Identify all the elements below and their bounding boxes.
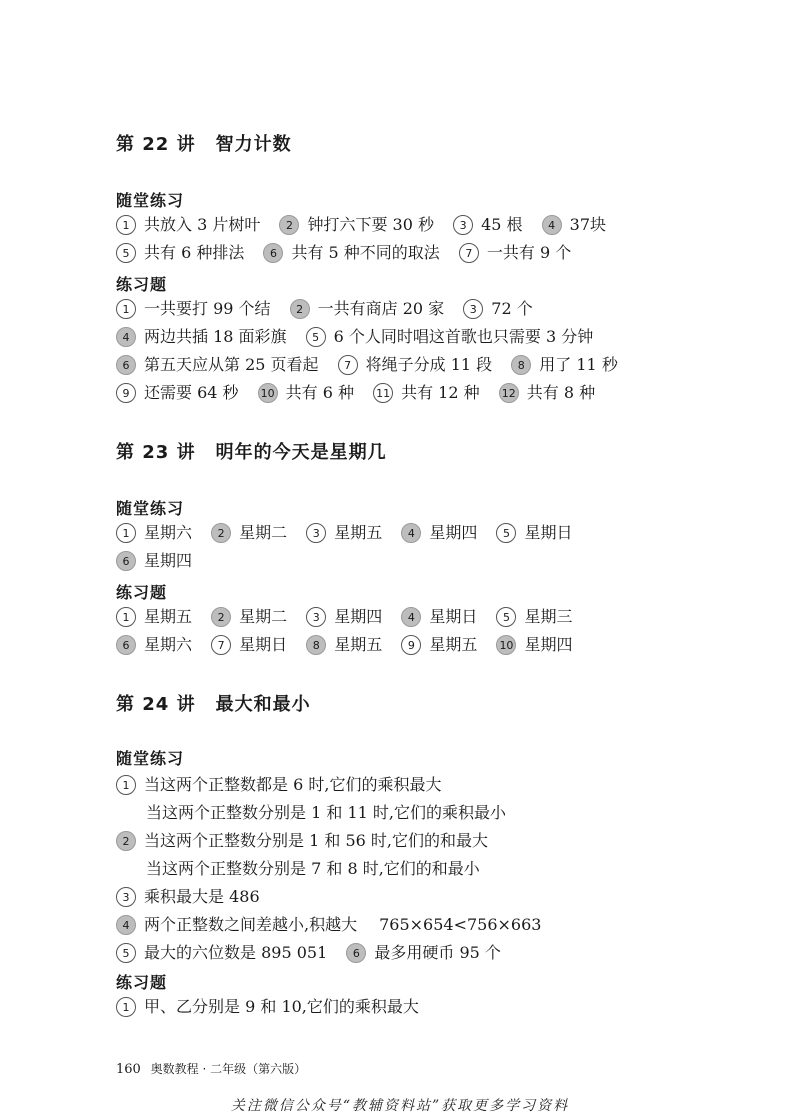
answer-text: 将绳子分成 11 段 bbox=[365, 355, 493, 374]
item-number-icon: 7 bbox=[338, 355, 358, 375]
item-number-icon: 2 bbox=[211, 607, 231, 627]
l24-answer-1-cont: 当这两个正整数分别是 1 和 11 时,它们的乘积最小 bbox=[146, 803, 506, 822]
answer-text: 最多用硬币 95 个 bbox=[374, 943, 501, 962]
answer-text: 第 22 讲 bbox=[116, 134, 196, 155]
l23-practice-heading: 随堂练习 bbox=[116, 499, 185, 518]
answer-item bbox=[116, 942, 327, 964]
answer-item bbox=[116, 606, 192, 628]
watermark: 关注微信公众号“教辅资料站”获取更多学习资料 bbox=[230, 1098, 570, 1114]
l24-exercise-heading: 练习题 bbox=[116, 973, 168, 992]
answer-text: 6 个人同时唱这首歌也只需要 3 分钟 bbox=[333, 327, 594, 346]
answer-item bbox=[346, 942, 501, 964]
item-number-icon: 6 bbox=[116, 635, 136, 655]
answer-text: 星期五 bbox=[334, 635, 383, 654]
item-number-icon: 1 bbox=[116, 607, 136, 627]
answer-text: 星期四 bbox=[334, 607, 383, 626]
item-number-icon: 6 bbox=[116, 551, 136, 571]
item-number-icon: 3 bbox=[306, 607, 326, 627]
item-number-icon: 4 bbox=[542, 215, 562, 235]
answer-text: 第五天应从第 25 页看起 bbox=[144, 355, 319, 374]
answer-text: 用了 11 秒 bbox=[539, 355, 618, 374]
answer-text: 星期六 bbox=[144, 635, 193, 654]
item-number-icon: 2 bbox=[116, 831, 136, 851]
answer-text: 星期四 bbox=[429, 523, 478, 542]
item-number-icon: 3 bbox=[116, 887, 136, 907]
answer-text: 星期日 bbox=[429, 607, 478, 626]
answer-item bbox=[463, 298, 532, 320]
l22-exercise-heading: 练习题 bbox=[116, 275, 168, 294]
answer-item bbox=[258, 382, 354, 404]
item-number-icon: 3 bbox=[453, 215, 473, 235]
answer-text: 一共要打 99 个结 bbox=[144, 299, 271, 318]
item-number-icon: 1 bbox=[116, 997, 136, 1017]
answer-item bbox=[459, 242, 571, 264]
answer-text: 星期日 bbox=[524, 523, 573, 542]
l24-answer-2-cont: 当这两个正整数分别是 7 和 8 时,它们的和最小 bbox=[146, 859, 480, 878]
answer-item bbox=[290, 298, 445, 320]
answer-text: 共有 8 种 bbox=[526, 383, 596, 402]
item-number-icon: 3 bbox=[463, 299, 483, 319]
item-number-icon: 4 bbox=[401, 523, 421, 543]
answer-text: 当这两个正整数都是 6 时,它们的乘积最大 bbox=[144, 775, 442, 794]
answer-text: 共有 6 种 bbox=[285, 383, 354, 402]
answer-item bbox=[496, 606, 572, 628]
answer-text: 星期日 bbox=[239, 635, 288, 654]
lesson-22-title bbox=[116, 130, 292, 156]
item-number-icon: 6 bbox=[346, 943, 366, 963]
l22-practice-row-2 bbox=[116, 242, 585, 264]
l23-practice-row-2 bbox=[116, 550, 206, 572]
answer-text: 星期六 bbox=[144, 523, 193, 542]
l24-answer-5-6 bbox=[116, 942, 515, 964]
answer-text: 第 24 讲 bbox=[116, 694, 196, 715]
item-number-icon: 3 bbox=[306, 523, 326, 543]
item-number-icon: 2 bbox=[290, 299, 310, 319]
item-number-icon: 7 bbox=[459, 243, 479, 263]
l23-practice-row-1 bbox=[116, 522, 586, 544]
answer-text: 一共有 9 个 bbox=[486, 243, 572, 262]
answer-text: 星期五 bbox=[429, 635, 478, 654]
item-number-icon: 11 bbox=[373, 383, 393, 403]
answer-text: 第 23 讲 bbox=[116, 442, 196, 463]
page-number: 160 bbox=[116, 1062, 141, 1077]
item-number-icon: 5 bbox=[116, 243, 136, 263]
l23-exercise-row-1 bbox=[116, 606, 586, 628]
answer-text: 两边共插 18 面彩旗 bbox=[144, 327, 287, 346]
answer-text: 还需要 64 秒 bbox=[144, 383, 239, 402]
l22-exercise-row-1 bbox=[116, 298, 547, 320]
answer-item bbox=[116, 634, 192, 656]
item-number-icon: 9 bbox=[401, 635, 421, 655]
l23-exercise-heading: 练习题 bbox=[116, 583, 168, 602]
answer-item bbox=[211, 606, 287, 628]
item-number-icon: 6 bbox=[263, 243, 283, 263]
answer-text: 智力计数 bbox=[215, 134, 292, 155]
answer-item bbox=[116, 354, 319, 376]
answer-text: 37块 bbox=[569, 215, 607, 234]
item-number-icon: 5 bbox=[496, 607, 516, 627]
item-number-icon: 1 bbox=[116, 299, 136, 319]
l24-answer-1 bbox=[116, 774, 441, 796]
answer-text: 最大的六位数是 895 051 bbox=[144, 943, 328, 962]
answer-item bbox=[116, 550, 192, 572]
l22-practice-heading: 随堂练习 bbox=[116, 191, 185, 210]
item-number-icon: 12 bbox=[499, 383, 519, 403]
answer-item bbox=[338, 354, 493, 376]
item-number-icon: 7 bbox=[211, 635, 231, 655]
answer-text: 45 根 bbox=[481, 215, 523, 234]
item-number-icon: 1 bbox=[116, 215, 136, 235]
answer-item bbox=[263, 242, 439, 264]
answer-text: 共有 6 种排法 bbox=[144, 243, 245, 262]
answer-text: 一共有商店 20 家 bbox=[317, 299, 445, 318]
l22-exercise-row-3 bbox=[116, 354, 632, 376]
answer-item bbox=[306, 326, 594, 348]
answer-text: 共有 5 种不同的取法 bbox=[291, 243, 440, 262]
answer-text: 星期二 bbox=[239, 607, 288, 626]
answer-item bbox=[401, 634, 477, 656]
answer-text: 765×654<756×663 bbox=[379, 915, 542, 934]
answer-item bbox=[499, 382, 595, 404]
answer-item bbox=[116, 298, 271, 320]
item-number-icon: 2 bbox=[211, 523, 231, 543]
answer-text: 当这两个正整数分别是 1 和 56 时,它们的和最大 bbox=[144, 831, 488, 850]
l24-answer-4 bbox=[116, 914, 541, 936]
item-number-icon: 5 bbox=[116, 943, 136, 963]
answer-item bbox=[306, 522, 382, 544]
item-number-icon: 1 bbox=[116, 523, 136, 543]
l24-practice-heading: 随堂练习 bbox=[116, 749, 185, 768]
answer-text: 明年的今天是星期几 bbox=[215, 442, 387, 463]
item-number-icon: 4 bbox=[116, 327, 136, 347]
answer-text: 星期四 bbox=[144, 551, 193, 570]
item-number-icon: 2 bbox=[279, 215, 299, 235]
answer-text: 星期五 bbox=[144, 607, 193, 626]
answer-text: 钟打六下要 30 秒 bbox=[307, 215, 434, 234]
l24-answer-3 bbox=[116, 886, 260, 908]
answer-item bbox=[211, 634, 287, 656]
answer-item bbox=[496, 522, 572, 544]
answer-item bbox=[116, 214, 260, 236]
item-number-icon: 10 bbox=[258, 383, 278, 403]
answer-item bbox=[306, 634, 382, 656]
answer-item bbox=[306, 606, 382, 628]
item-number-icon: 5 bbox=[306, 327, 326, 347]
answer-text: 星期五 bbox=[334, 523, 383, 542]
l22-exercise-row-2 bbox=[116, 326, 607, 348]
l23-exercise-row-2 bbox=[116, 634, 586, 656]
answer-item bbox=[116, 382, 239, 404]
item-number-icon: 6 bbox=[116, 355, 136, 375]
l24-answer-2 bbox=[116, 830, 488, 852]
answer-text: 星期三 bbox=[524, 607, 573, 626]
answer-item bbox=[116, 522, 192, 544]
answer-text: 共有 12 种 bbox=[401, 383, 480, 402]
item-number-icon: 9 bbox=[116, 383, 136, 403]
answer-text: 最大和最小 bbox=[215, 694, 311, 715]
l24-exercise-1 bbox=[116, 996, 419, 1018]
answer-text: 乘积最大是 486 bbox=[144, 887, 260, 906]
answer-text: 共放入 3 片树叶 bbox=[144, 215, 261, 234]
item-number-icon: 10 bbox=[496, 635, 516, 655]
item-number-icon: 5 bbox=[496, 523, 516, 543]
answer-item bbox=[279, 214, 434, 236]
answer-item bbox=[453, 214, 522, 236]
lesson-24-title bbox=[116, 690, 311, 716]
answer-item bbox=[116, 242, 244, 264]
book-title: 奥数教程 · 二年级（第六版） bbox=[150, 1062, 307, 1076]
item-number-icon: 8 bbox=[306, 635, 326, 655]
answer-text: 星期二 bbox=[239, 523, 288, 542]
answer-item bbox=[542, 214, 606, 236]
answer-item bbox=[496, 634, 572, 656]
l22-practice-row-1 bbox=[116, 214, 620, 236]
answer-item bbox=[401, 522, 477, 544]
answer-item bbox=[211, 522, 287, 544]
answer-item bbox=[116, 326, 287, 348]
answer-item bbox=[511, 354, 618, 376]
lesson-23-title bbox=[116, 438, 387, 464]
l22-exercise-row-4 bbox=[116, 382, 609, 404]
item-number-icon: 8 bbox=[511, 355, 531, 375]
answer-text: 两个正整数之间差越小,积越大 bbox=[144, 915, 358, 934]
item-number-icon: 1 bbox=[116, 775, 136, 795]
answer-item bbox=[401, 606, 477, 628]
answer-text: 72 个 bbox=[491, 299, 533, 318]
answer-item bbox=[373, 382, 480, 404]
answer-text: 星期四 bbox=[524, 635, 573, 654]
item-number-icon: 4 bbox=[116, 915, 136, 935]
page-footer bbox=[116, 1060, 306, 1077]
item-number-icon: 4 bbox=[401, 607, 421, 627]
answer-text: 甲、乙分别是 9 和 10,它们的乘积最大 bbox=[144, 997, 419, 1016]
